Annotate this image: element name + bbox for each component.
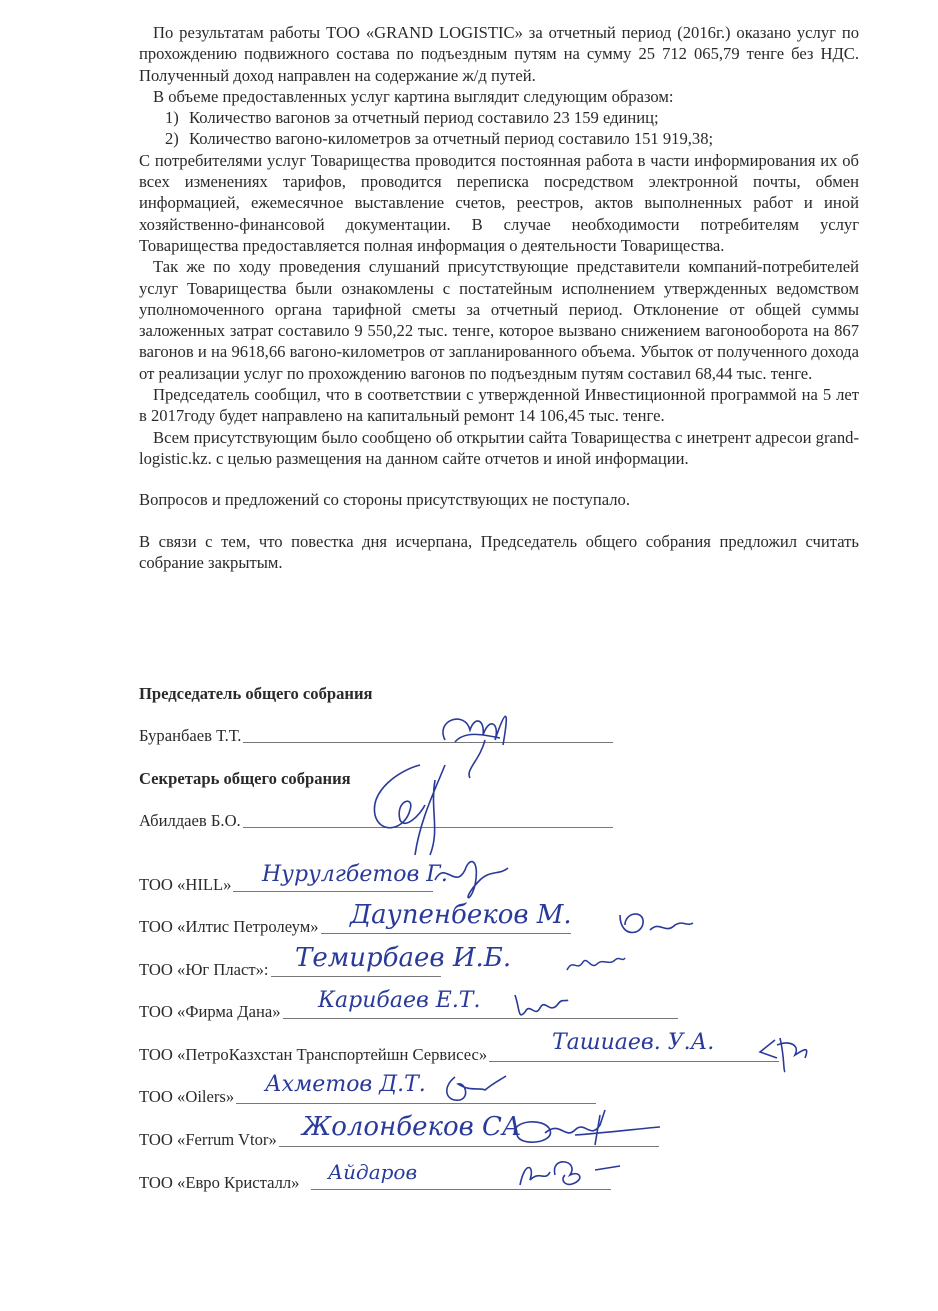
handwritten-name: Ташиаев. У.А.: [552, 1030, 715, 1055]
paragraph-website: Всем присутствующим было сообщено об открытии сайта Товарищества с инетрент адресои grand-logistic.kz. с целью размещения на данном сайте отчетов и иной информации.: [139, 427, 859, 468]
signature-line: [236, 1102, 596, 1104]
chair-heading: Председатель общего собрания: [139, 684, 373, 703]
handwritten-name: Айдаров: [328, 1160, 418, 1184]
document-body: [139, 22, 859, 573]
company-label: ТОО «Ferrum Vtor»: [139, 1130, 277, 1149]
chair-name: Буранбаев Т.Т.: [139, 726, 242, 745]
signature-icon: [505, 1105, 665, 1155]
handwritten-name: Жолонбеков СА: [302, 1112, 522, 1142]
list-item-wagons: [139, 107, 859, 128]
signature-icon: [510, 1150, 640, 1195]
spacer: [139, 469, 859, 489]
chair-signature-row: [139, 726, 613, 746]
paragraph-results: По результатам работы ТОО «GRAND LOGISTIC» за отчетный период (2016г.) оказано услуг по прохождению подвижного состава по подъездным путям на сумму 25 712 065,79 тенге без НДС. Полученный доход направлен на содержание ж/д путей.: [139, 23, 859, 85]
handwritten-name: Нурулгбетов Г.: [262, 862, 448, 887]
list-text: Количество вагоно-километров за отчетный период составило 151 919,38;: [189, 129, 714, 149]
signature-line: [283, 1017, 678, 1019]
secretary-name: Абилдаев Б.О.: [139, 811, 241, 830]
signature-icon: [615, 905, 695, 945]
secretary-signature-icon: [360, 760, 470, 860]
list-number: 2): [165, 129, 179, 149]
secretary-heading: Секретарь общего собрания: [139, 769, 351, 788]
company-label: ТОО «Oilers»: [139, 1087, 235, 1106]
paragraph-closing: В связи с тем, что повестка дня исчерпана, Председатель общего собрания предложил считать собрание закрытым.: [139, 531, 859, 572]
company-label: ТОО «Евро Кристалл»: [139, 1173, 300, 1192]
signature-line: [233, 890, 433, 892]
company-label: ТОО «Юг Пласт»:: [139, 960, 269, 979]
company-label: ТОО «HILL»: [139, 875, 232, 894]
company-label: ТОО «ПетроКазхстан Транспортейшн Сервисес»: [139, 1045, 488, 1064]
paragraph-hearings: Так же по ходу проведения слушаний присутствующие представители компаний-потребителей услуг Товарищества были ознакомлены с постатейным исполнением утвержденных ведомством уполномоченного органа тарифной сметы за отчетный период. Отклонение от общей суммы заложенных затрат составило 9 550,22 тыс. тенге, которое вызвано снижением вагонооборота на 867 вагонов и на 9618,66 вагоно-километров от запланированного объема. Убыток от полученного дохода от реализации услуг по прохождению вагонов по подъездным путям составил 68,44 тыс. тенге.: [139, 257, 859, 383]
company-label: ТОО «Илтис Петролеум»: [139, 917, 319, 936]
signature-line: [271, 975, 441, 977]
paragraph-services-intro: В объеме предоставленных услуг картина выглядит следующим образом:: [153, 86, 674, 106]
list-text: Количество вагонов за отчетный период составило 23 159 единиц;: [189, 108, 659, 128]
handwritten-name: Даупенбеков М.: [350, 900, 572, 930]
signature-icon: [510, 990, 570, 1025]
handwritten-name: Темирбаев И.Б.: [295, 943, 512, 973]
handwritten-name: Ахметов Д.Т.: [265, 1072, 426, 1097]
handwritten-name: Карибаев Е.Т.: [318, 988, 481, 1013]
paragraph-investment: Председатель сообщил, что в соответствии с утвержденной Инвестиционной программой на 5 лет в 2017году будет направлено на капитальный ремонт 14 106,45 тыс. тенге.: [139, 385, 859, 426]
spacer: [139, 511, 859, 531]
signature-line: [321, 932, 571, 934]
signature-icon: [755, 1030, 815, 1075]
signature-icon: [440, 1072, 510, 1107]
paragraph-consumers: С потребителями услуг Товарищества проводится постоянная работа в части информирования их об всех изменениях тарифов, проводится переписка посредством электронной почты, обмен информацией, ежемесячное выставление счетов, реестров, актов выполненных работ и иной хозяйственно-финансовой документации. В случае необходимости потребителям услуг Товарищества предоставляется полная информация о деятельности Товарищества.: [139, 150, 859, 255]
signature-line: [489, 1060, 779, 1062]
paragraph-no-questions: Вопросов и предложений со стороны присутствующих не поступало.: [139, 490, 630, 510]
company-label: ТОО «Фирма Дана»: [139, 1002, 281, 1021]
list-item-wagon-km: [139, 128, 859, 149]
signature-icon: [565, 950, 625, 980]
list-number: 1): [165, 108, 179, 128]
